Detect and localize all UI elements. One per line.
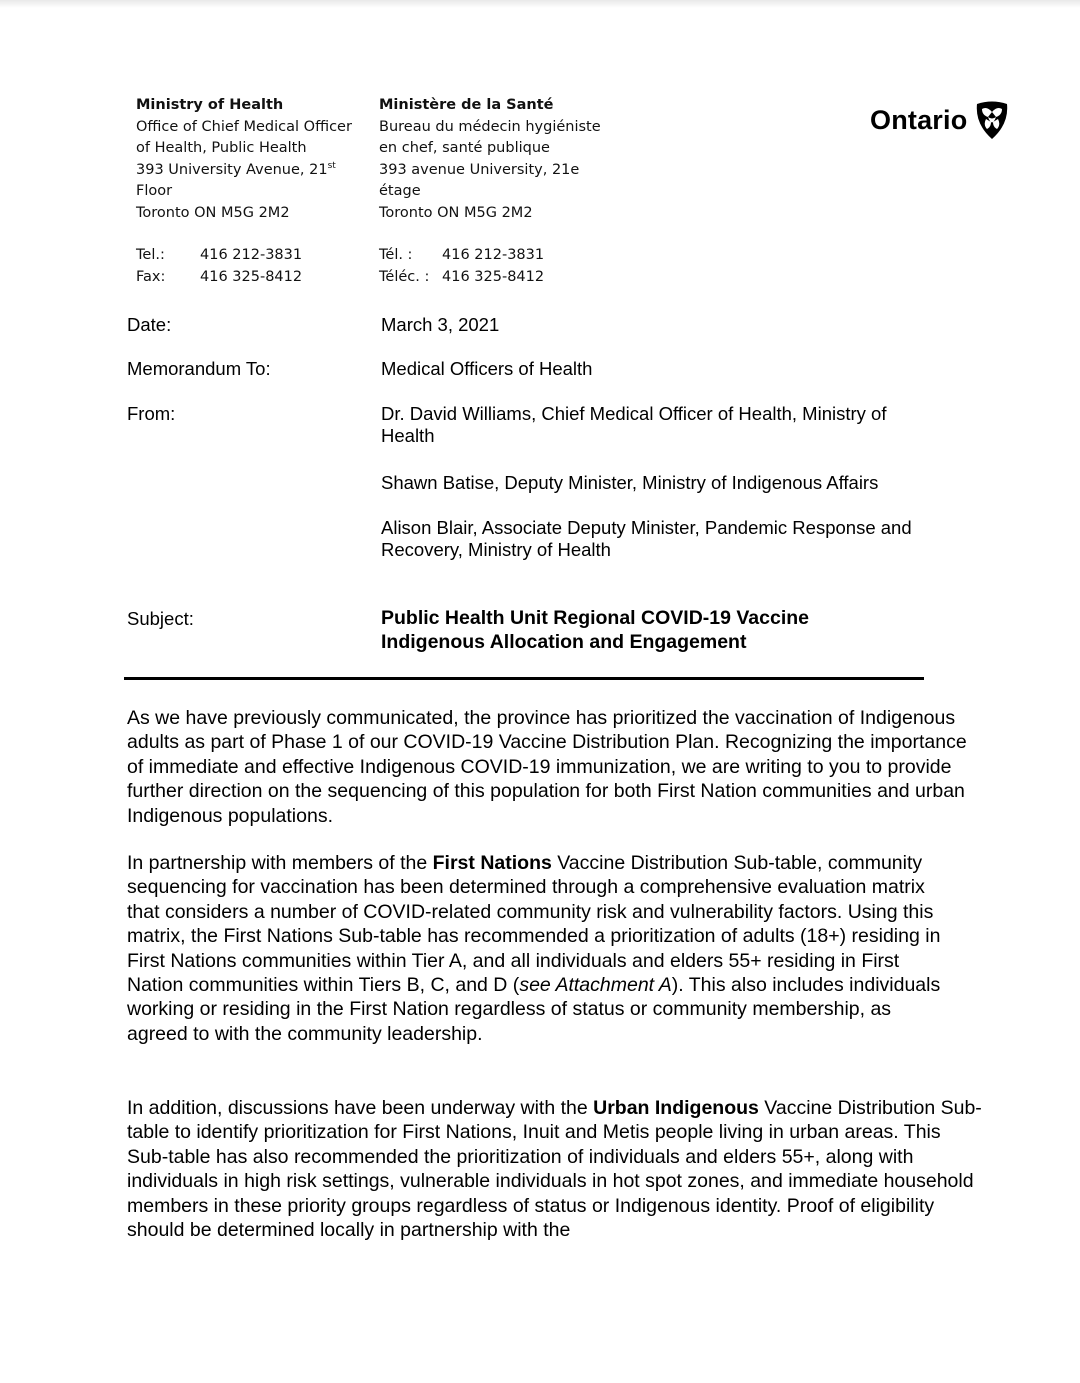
logo-wordmark: Ontario: [870, 104, 968, 135]
fax-number: 416 325-8412: [442, 268, 545, 285]
address-line: 393 avenue University, 21e: [379, 161, 580, 178]
from-value-2: Shawn Batise, Deputy Minister, Ministry of Indigenous Affairs: [381, 472, 879, 493]
fax-number: 416 325-8412: [200, 268, 303, 285]
from-value-1: Dr. David Williams, Chief Medical Officer of Health, Ministry of Health: [381, 403, 887, 446]
top-shading: [0, 0, 1080, 8]
address-line: Bureau du médecin hygiéniste: [379, 118, 601, 135]
phone-row: [379, 245, 619, 267]
date-label: Date:: [127, 314, 172, 335]
address-line: Toronto ON M5G 2M2: [136, 204, 290, 221]
address-line: Office of Chief Medical Officer: [136, 118, 352, 135]
fax-row: [136, 267, 366, 289]
tel-number: 416 212-3831: [442, 247, 545, 263]
tel-label: Tel.:: [136, 247, 165, 263]
subject-label: Subject:: [127, 608, 194, 629]
tel-label: Tél. :: [379, 247, 413, 263]
body-paragraph-3: In addition, discussions have been underway with the Urban Indigenous Vaccine Distribution Sub-table to identify prioritization for First Nations, Inuit and Metis people living in urban areas. This Sub-table has also recommended the prioritization of individuals and elders 55+, along with individuals in high risk settings, vulnerable individuals in hot spot zones, and immediate household members in these priority groups regardless of status or Indigenous identity. Proof of eligibility should be determined locally in partnership with the: [127, 1097, 982, 1242]
letterhead-french: [379, 95, 619, 288]
address-line: of Health, Public Health: [136, 140, 307, 156]
memorandum-to-label: Memorandum To:: [127, 358, 271, 379]
from-label: From:: [127, 403, 176, 424]
trillium-icon: [974, 100, 1010, 140]
header-divider: [124, 677, 924, 680]
ministry-name-fr: Ministère de la Santé: [379, 97, 554, 113]
tel-number: 416 212-3831: [200, 247, 303, 263]
ministry-name-en: Ministry of Health: [136, 97, 284, 113]
body-paragraph-1: As we have previously communicated, the province has prioritized the vaccination of Indigenous adults as part of Phase 1 of our COVID-19 Vaccine Distribution Plan. Recognizing the importance of immediate and effective Indigenous COVID-19 immunization, we are writing to you to provide further direction on the sequencing of this population for both First Nation communities and urban Indigenous populations.: [127, 707, 967, 827]
fax-row: [379, 267, 619, 289]
body-paragraph-2: In partnership with members of the First Nations Vaccine Distribution Sub-table, community sequencing for vaccination has been determined through a comprehensive evaluation matrix that considers a number of COVID-related community risk and vulnerability factors. Using this matrix, the First Nations Sub-table has recommended a prioritization of adults (18+) residing in First Nations communities within Tier A, and all individuals and elders 55+ residing in First Nation communities within Tiers B, C, and D (see Attachment A). This also includes individuals working or residing in the First Nation regardless of status or community membership, as agreed to with the community leadership.: [127, 852, 941, 1045]
memorandum-to-value: Medical Officers of Health: [381, 358, 593, 379]
address-street: 393 University Avenue, 21st: [136, 160, 336, 178]
address-line: Floor: [136, 183, 173, 199]
phone-row: [136, 245, 366, 267]
ontario-logo: [870, 100, 1010, 140]
letterhead-english: [136, 95, 366, 288]
fax-label: Téléc. :: [379, 268, 430, 285]
subject-value: Public Health Unit Regional COVID-19 Vaccine Indigenous Allocation and Engagement: [381, 607, 810, 653]
from-value-3: Alison Blair, Associate Deputy Minister, Pandemic Response and Recovery, Ministry of Health: [381, 517, 912, 560]
address-line: en chef, santé publique: [379, 140, 550, 156]
fax-label: Fax:: [136, 268, 166, 285]
address-line: Toronto ON M5G 2M2: [379, 204, 533, 221]
address-line: étage: [379, 183, 421, 199]
date-value: March 3, 2021: [381, 314, 500, 335]
